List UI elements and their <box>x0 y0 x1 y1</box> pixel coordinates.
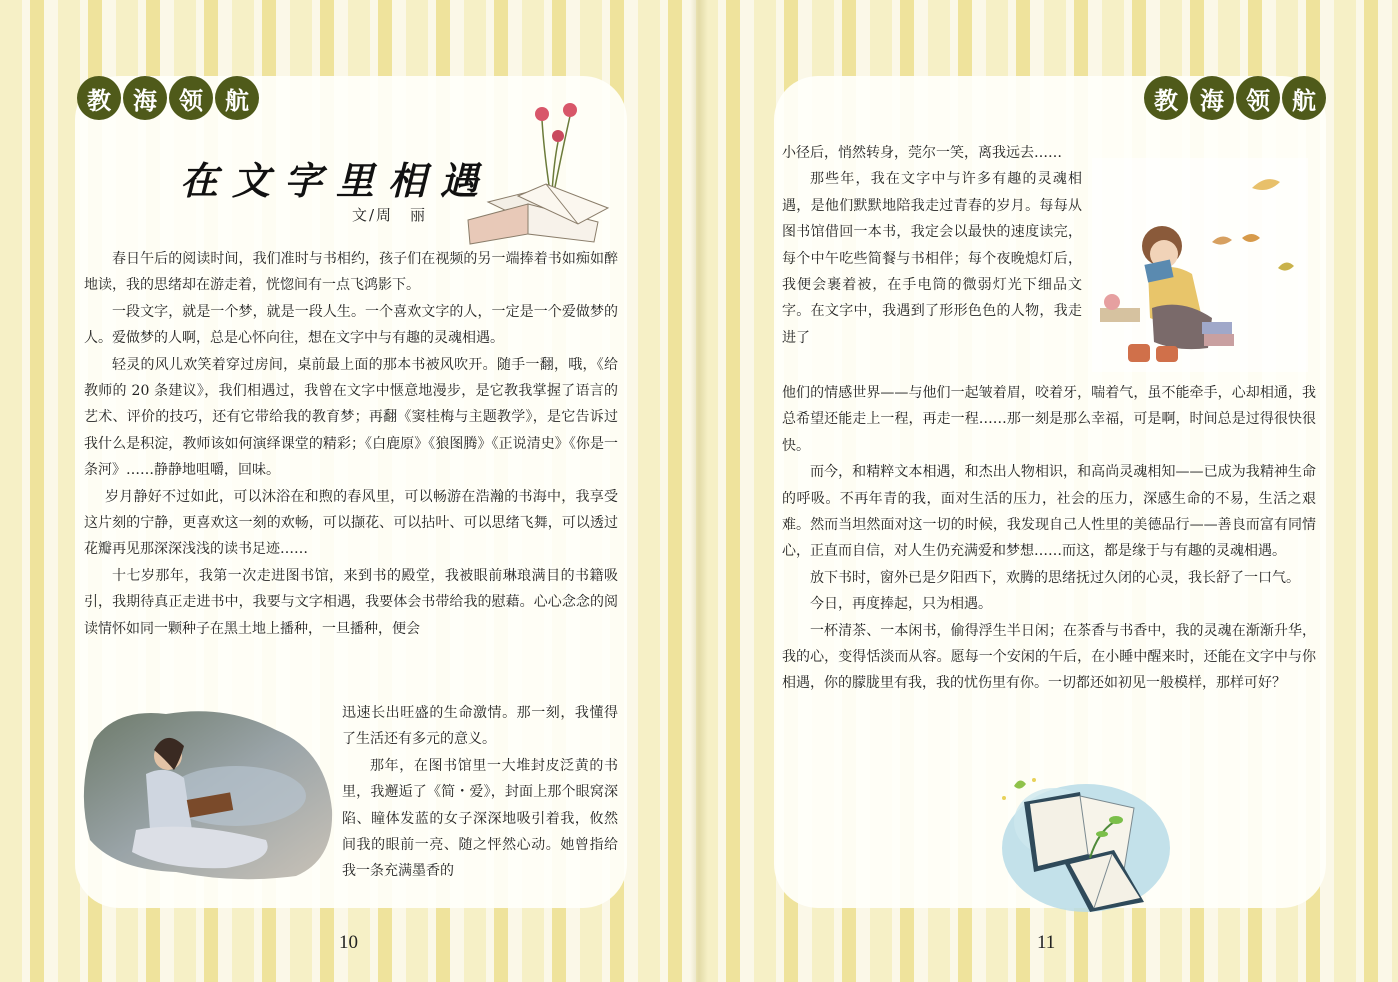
right-page-top-text <box>782 140 1082 351</box>
page-number: 10 <box>339 932 358 953</box>
left-page-body <box>84 246 618 642</box>
paragraph: 那些年，我在文字中与许多有趣的灵魂相遇，是他们默默地陪我走过青春的岁月。每每从图书馆借回一本书，我定会以最快的速度读完，每个中午吃些简餐与书相伴；每个夜晚熄灯后，我便会裹着被，在手电筒的微弱灯光下细品文字。在文字中，我遇到了形形色色的人物，我走进了 <box>782 171 1082 346</box>
left-page-side-text <box>342 700 618 885</box>
paragraph: 小径后，悄然转身，莞尔一笑，离我远去…… <box>782 145 1062 161</box>
badge-char: 航 <box>215 76 259 120</box>
badge-char: 教 <box>77 76 121 120</box>
paragraph: 春日午后的阅读时间，我们准时与书相约，孩子们在视频的另一端捧着书如痴如醉地读，我的思绪却在游走着，恍惚间有一点飞鸿影下。 <box>84 251 618 294</box>
right-page-body <box>782 380 1316 697</box>
column-badge-left <box>77 76 259 120</box>
article-title: 在文字里相遇 <box>180 158 493 203</box>
badge-char: 领 <box>169 76 213 120</box>
paragraph: 那年，在图书馆里一大堆封皮泛黄的书里，我邂逅了《简・爱》，封面上那个眼窝深陷、瞳体发蓝的女子深深地吸引着我，攸然间我的眼前一亮、随之怦然心动。她曾指给我一条充满墨香的 <box>342 757 618 880</box>
paragraph: 一段文字，就是一个梦，就是一段人生。一个喜欢文字的人，一定是一个爱做梦的人。爱做梦的人啊，总是心怀向往，想在文字中与有趣的灵魂相遇。 <box>84 303 618 347</box>
badge-char: 海 <box>123 76 167 120</box>
woman-reading-painting <box>76 700 338 884</box>
paragraph: 他们的情感世界——与他们一起皱着眉，咬着牙，喘着气，虽不能牵手，心却相通，我总希望还能走上一程，再走一程……那一刻是那么幸福，可是啊，时间总是过得很快很快。 <box>782 385 1316 454</box>
paragraph: 而今，和精粹文本相遇，和杰出人物相识，和高尚灵魂相知——已成为我精神生命的呼吸。不再年青的我，面对生活的压力，社会的压力，深感生命的不易，生活之艰难。然而当坦然面对这一切的时候，我发现自己人性里的美德品行——善良而富有同情心，正直而自信，对人生仍充满爱和梦想……而这，都是缘于与有趣的灵魂相遇。 <box>782 464 1316 560</box>
paragraph: 岁月静好不过如此，可以沐浴在和煦的春风里，可以畅游在浩瀚的书海中，我享受这片刻的宁静，更喜欢这一刻的欢畅，可以撷花、可以拈叶、可以思绪飞舞，可以透过花瓣再见那深深浅浅的读书足迹…… <box>84 488 618 558</box>
badge-char: 领 <box>1236 76 1280 120</box>
book-spine <box>690 0 708 982</box>
vase-books-illustration <box>458 92 618 252</box>
column-badge-right <box>1144 76 1326 120</box>
paragraph: 今日，再度捧起，只为相遇。 <box>810 596 992 613</box>
page-number: 11 <box>1037 932 1056 953</box>
paragraph: 轻灵的风儿欢笑着穿过房间，桌前最上面的那本书被风吹开。随手一翻，哦，《给教师的 20 条建议》，我们相遇过，我曾在文字中惬意地漫步，是它教我掌握了语言的艺术、评价的技巧，还有它带给我的教育梦；再翻《窦桂梅与主题教学》，是它告诉过我什么是积淀，教师该如何演绎课堂的精彩；《白鹿原》《狼图腾》《正说清史》《你是一条河》……静静地咀嚼，回味。 <box>84 356 618 479</box>
badge-char: 航 <box>1282 76 1326 120</box>
girl-reading-illustration <box>1092 158 1308 372</box>
paragraph: 放下书时，窗外已是夕阳西下，欢腾的思绪抚过久闭的心灵，我长舒了一口气。 <box>810 569 1300 586</box>
paragraph: 一杯清茶、一本闲书，偷得浮生半日闲；在茶香与书香中，我的灵魂在渐渐升华，我的心，变得恬淡而从容。愿每一个安闲的午后，在小睡中醒来时，还能在文字中与你相遇，你的朦胧里有我，我的忧伤里有你。一切都还如初见一般模样，那样可好？ <box>782 622 1316 692</box>
open-books-illustration <box>994 762 1174 922</box>
badge-char: 海 <box>1190 76 1234 120</box>
badge-char: 教 <box>1144 76 1188 120</box>
paragraph: 十七岁那年，我第一次走进图书馆，来到书的殿堂，我被眼前琳琅满目的书籍吸引，我期待真正走进书中，我要与文字相遇，我要体会书带给我的慰藉。心心念念的阅读情怀如同一颗种子在黑土地上播种，一旦播种，便会 <box>84 567 618 637</box>
article-byline: 文/周 丽 <box>352 206 428 224</box>
paragraph: 迅速长出旺盛的生命激情。那一刻，我懂得了生活还有多元的意义。 <box>342 705 618 748</box>
